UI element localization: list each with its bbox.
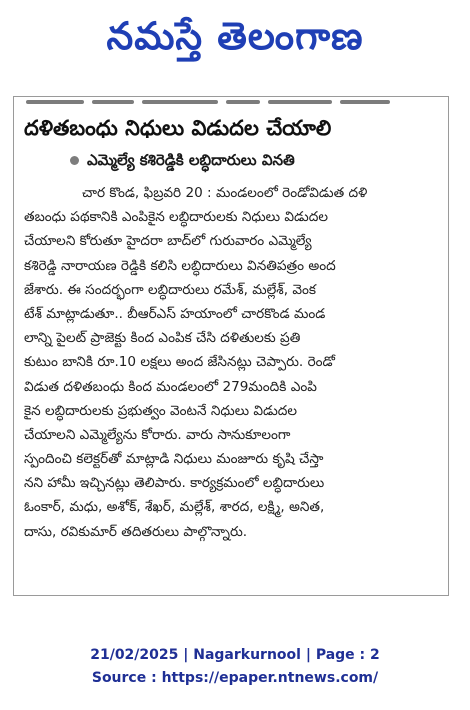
body-line: స్పందించి కలెక్టర్‌తో మాట్లాడి నిధులు మంజూరు కృషి చేస్తా — [24, 451, 324, 468]
body-line: నని హామీ ఇచ్చినట్లు తెలిపారు. కార్యక్రమంలో లబ్ధిదారులు — [24, 475, 325, 492]
body-line: విడుత దళితబంధు కింద మండలంలో 279మందికి ఎంపి — [24, 378, 317, 395]
masthead — [0, 0, 470, 82]
body-line: దాసు, రవికుమార్ తదితరులు పాల్గొన్నారు. — [24, 523, 248, 540]
body-line: కశిరెడ్డి నారాయణ రెడ్డికి కలిసి లబ్ధిదారులు వినతిపత్రం అంద — [24, 257, 336, 274]
publication-date-line: 21/02/2025 | Nagarkurnool | Page : 2 — [90, 647, 380, 663]
body-line: చేయాలని ఎమ్మెల్యేను కోరారు. వారు సానుకూలంగా — [24, 426, 291, 443]
body-line: చార కొండ, ఫిబ్రవరి 20 : మండలంలో రెండోవిడుత దళి — [82, 185, 368, 201]
article-headline: దళితబంధు నిధులు విడుదల చేయాలి — [24, 116, 332, 140]
subhead-text: ఎమ్మెల్యే కశిరెడ్డికి లబ్ధిదారులు వినతి — [87, 151, 295, 169]
body-line: టేశ్ మాట్లాడుతూ.. బీఆర్ఎస్ హయాంలో చారకొండ మండ — [24, 305, 326, 322]
article-body — [24, 181, 436, 544]
body-line: చేయాలని కోరుతూ హైదరా బాద్‌లో గురువారం ఎమ్మెల్యే — [24, 233, 312, 250]
source-line: Source : https://epaper.ntnews.com/ — [91, 670, 379, 686]
bullet-icon — [70, 156, 79, 165]
body-line: లాన్ని పైలట్ ప్రాజెక్టు కింద ఎంపిక చేసి దళితులకు ప్రతి — [24, 330, 301, 347]
body-line: తబంధు పథకానికి ఎంపికైన లబ్ధిదారులకు నిధులు విడుదల — [24, 209, 329, 226]
body-line: జేశారు. ఈ సందర్భంగా లబ్ధిదారులు రమేశ్, మల్లేశ్, వెంక — [24, 281, 317, 298]
body-line: ఓంకార్, మధు, అశోక్, శేఖర్, మల్లేశ్, శారద, లక్ష్మి, అనిత, — [24, 499, 325, 516]
body-line: కైన లబ్ధిదారులకు ప్రభుత్వం వెంటనే నిధులు విడుదల — [24, 402, 298, 419]
article-clipping — [13, 96, 449, 596]
body-line: కుటుం బానికి రూ.10 లక్షలు అంద జేసినట్లు చెప్పారు. రెండో — [24, 354, 335, 371]
cropped-previous-line — [14, 97, 448, 109]
newspaper-logo: నమస్తే తెలంగాణ — [106, 14, 364, 58]
article-subhead — [70, 150, 295, 170]
